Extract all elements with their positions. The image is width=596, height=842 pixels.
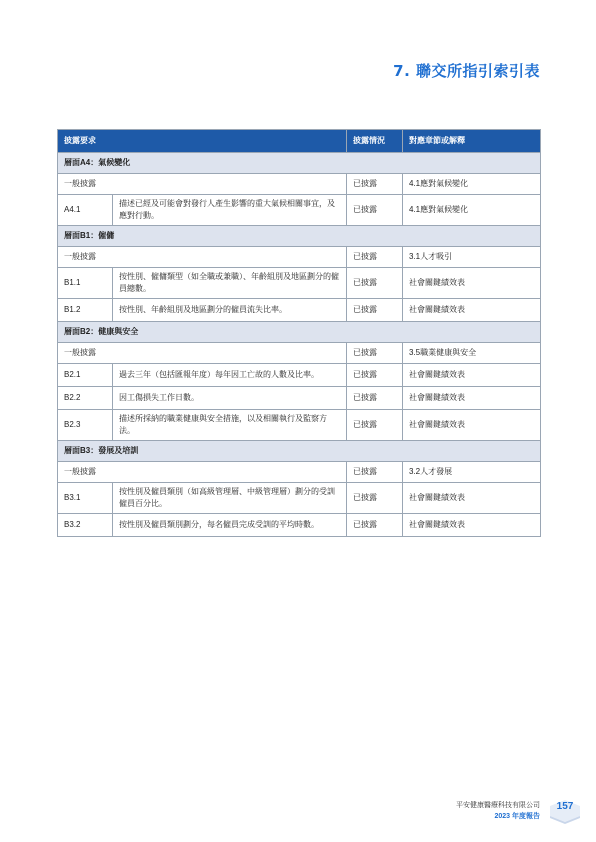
row-reference: 社會關鍵績效表: [403, 387, 541, 410]
table-row: [58, 343, 541, 364]
table-row: [58, 364, 541, 387]
footer-report-title: 2023 年度報告: [494, 813, 540, 820]
table-row: [58, 299, 541, 322]
section-row-b2: [58, 322, 541, 343]
row-reference: 社會關鍵績效表: [403, 514, 541, 537]
row-reference: 社會關鍵績效表: [403, 268, 541, 299]
table-row: [58, 410, 541, 441]
page-title: 7. 聯交所指引索引表: [393, 62, 540, 80]
table-row: [58, 387, 541, 410]
row-reference: 3.2人才發展: [403, 462, 541, 483]
row-status: 已披露: [347, 195, 403, 226]
row-reference: 社會關鍵績效表: [403, 410, 541, 441]
row-status: 已披露: [347, 514, 403, 537]
row-reference: 社會關鍵績效表: [403, 483, 541, 514]
row-status: 已披露: [347, 247, 403, 268]
section-row-b3: [58, 441, 541, 462]
row-code: B3.2: [58, 514, 113, 537]
row-code: 一般披露: [58, 343, 347, 364]
row-reference: 社會關鍵績效表: [403, 299, 541, 322]
footer-company-name: 平安健康醫療科技有限公司: [456, 802, 540, 809]
column-header-reference: 對應章節或解釋: [403, 130, 541, 153]
row-status: 已披露: [347, 387, 403, 410]
row-status: 已披露: [347, 174, 403, 195]
row-code: A4.1: [58, 195, 113, 226]
row-description: 按性別及僱員類別（如高級管理層、中級管理層）劃分的受訓僱員百分比。: [113, 483, 347, 514]
page-number: 157: [556, 801, 574, 812]
row-reference: 4.1應對氣候變化: [403, 195, 541, 226]
row-description: 描述已經及可能會對發行人產生影響的重大氣候相關事宜，及應對行動。: [113, 195, 347, 226]
table-row: [58, 514, 541, 537]
row-status: 已披露: [347, 299, 403, 322]
row-status: 已披露: [347, 462, 403, 483]
row-status: 已披露: [347, 343, 403, 364]
row-code: B2.2: [58, 387, 113, 410]
row-reference: 社會關鍵績效表: [403, 364, 541, 387]
row-code: 一般披露: [58, 174, 347, 195]
table-row: [58, 268, 541, 299]
table-row: [58, 247, 541, 268]
row-code: 一般披露: [58, 247, 347, 268]
table-header-row: [58, 130, 541, 153]
row-code: B1.1: [58, 268, 113, 299]
row-description: 按性別及僱員類別劃分，每名僱員完成受訓的平均時數。: [113, 514, 347, 537]
column-header-status: 披露情況: [347, 130, 403, 153]
row-status: 已披露: [347, 483, 403, 514]
row-code: B3.1: [58, 483, 113, 514]
row-status: 已披露: [347, 410, 403, 441]
row-description: 按性別、年齡組別及地區劃分的僱員流失比率。: [113, 299, 347, 322]
section-title: 層面B1：僱傭: [58, 226, 541, 247]
row-code: B2.3: [58, 410, 113, 441]
row-reference: 4.1應對氣候變化: [403, 174, 541, 195]
table-row: [58, 483, 541, 514]
section-row-b1: [58, 226, 541, 247]
section-title: 層面A4：氣候變化: [58, 153, 541, 174]
row-code: B2.1: [58, 364, 113, 387]
row-status: 已披露: [347, 364, 403, 387]
row-description: 過去三年（包括匯報年度）每年因工亡故的人數及比率。: [113, 364, 347, 387]
row-description: 描述所採納的職業健康與安全措施，以及相關執行及監察方法。: [113, 410, 347, 441]
row-code: B1.2: [58, 299, 113, 322]
table-row: [58, 462, 541, 483]
table-row: [58, 195, 541, 226]
section-title: 層面B3：發展及培訓: [58, 441, 541, 462]
section-row-a4: [58, 153, 541, 174]
table-row: [58, 174, 541, 195]
column-header-requirement: 披露要求: [58, 130, 347, 153]
row-code: 一般披露: [58, 462, 347, 483]
index-table: [57, 129, 541, 537]
row-description: 因工傷損失工作日數。: [113, 387, 347, 410]
row-reference: 3.5職業健康與安全: [403, 343, 541, 364]
row-status: 已披露: [347, 268, 403, 299]
row-reference: 3.1人才吸引: [403, 247, 541, 268]
row-description: 按性別、僱傭類型（如全職或兼職）、年齡組別及地區劃分的僱員總數。: [113, 268, 347, 299]
section-title: 層面B2：健康與安全: [58, 322, 541, 343]
